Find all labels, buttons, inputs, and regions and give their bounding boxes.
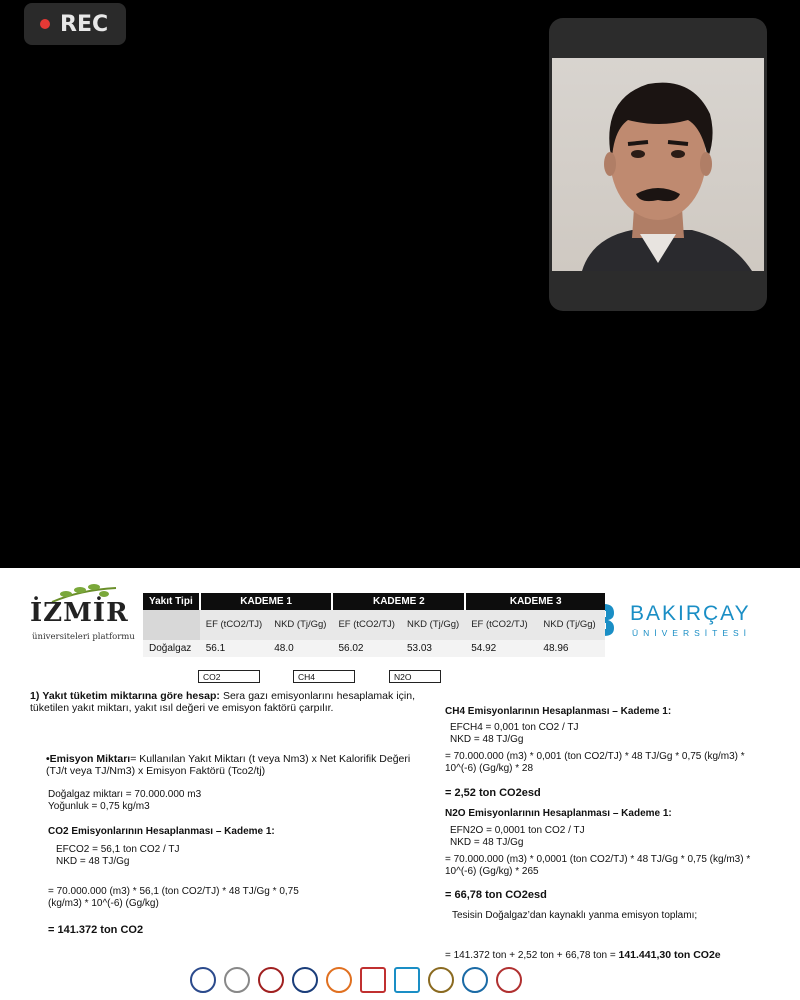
table-header: KADEME 2: [332, 593, 465, 610]
emission-formula-text: = Kullanılan Yakıt Miktarı (t veya Nm3) x Net Kalorifik Değeri (TJ/t veya TJ/Nm3) x Emisyon Faktörü (Tco2/tj): [46, 753, 411, 777]
table-header: KADEME 3: [465, 593, 605, 610]
emission-formula: [46, 753, 416, 777]
n2o-ef: EFN2O = 0,0001 ton CO2 / TJ: [450, 825, 585, 836]
section-heading-bold: Yakıt tüketim miktarına göre hesap:: [42, 690, 220, 702]
recording-label: REC: [60, 11, 109, 37]
izmir-logo-word: İZMİR: [30, 598, 129, 628]
table-subheader: NKD (Tj/Gg): [537, 610, 605, 640]
n2o-title: N2O Emisyonlarının Hesaplanması – Kademe 1:: [445, 808, 672, 819]
gas-label-co2: CO2: [198, 670, 260, 683]
university-seal-icon: [292, 967, 318, 993]
table-header: Yakıt Tipi: [143, 593, 200, 610]
izmir-logo-subtitle: üniversiteleri platformu: [32, 632, 135, 642]
table-cell: [143, 610, 200, 640]
recording-indicator: [24, 3, 126, 45]
participant-video: [552, 58, 764, 271]
university-seal-icon: [496, 967, 522, 993]
n2o-result: = 66,78 ton CO2esd: [445, 889, 547, 901]
table-subheader: EF (tCO2/TJ): [332, 610, 400, 640]
university-seal-icon: [224, 967, 250, 993]
participant-avatar-icon: [552, 58, 764, 271]
co2-calculation: = 70.000.000 (m3) * 56,1 (ton CO2/TJ) * 48 TJ/Gg * 0,75 (kg/m3) * 10^(-6) (Gg/kg): [48, 886, 299, 909]
izmir-platform-logo: [28, 582, 138, 642]
density: Yoğunluk = 0,75 kg/m3: [48, 801, 150, 812]
bakircay-university-logo: [580, 598, 770, 642]
section-heading: [30, 690, 415, 714]
emission-factor-table: [143, 593, 605, 657]
table-cell: 56.02: [332, 640, 400, 657]
shared-slide: [0, 568, 800, 1000]
bakircay-subtitle: ÜNİVERSİTESİ: [632, 628, 752, 638]
co2-ef: EFCO2 = 56,1 ton CO2 / TJ: [56, 844, 180, 855]
table-cell: 48.96: [537, 640, 605, 657]
ch4-ef: EFCH4 = 0,001 ton CO2 / TJ: [450, 722, 579, 733]
university-seal-icon: [394, 967, 420, 993]
n2o-nkd: NKD = 48 TJ/Gg: [450, 837, 524, 848]
ch4-nkd: NKD = 48 TJ/Gg: [450, 734, 524, 745]
section-number: 1): [30, 690, 40, 702]
table-subheader: NKD (Tj/Gg): [268, 610, 332, 640]
total-calculation: [445, 949, 721, 962]
co2-title: CO2 Emisyonlarının Hesaplanması – Kademe 1:: [48, 826, 275, 837]
university-seal-icon: [258, 967, 284, 993]
university-seal-icon: [190, 967, 216, 993]
gas-label-ch4: CH4: [293, 670, 355, 683]
emission-formula-bold: •Emisyon Miktarı: [46, 753, 131, 765]
gas-label-n2o: N2O: [389, 670, 441, 683]
table-header: KADEME 1: [200, 593, 333, 610]
university-seal-icon: [428, 967, 454, 993]
table-cell: 54.92: [465, 640, 537, 657]
ch4-result: = 2,52 ton CO2esd: [445, 787, 541, 799]
table-subheader: EF (tCO2/TJ): [465, 610, 537, 640]
university-seal-icon: [326, 967, 352, 993]
table-cell: 48.0: [268, 640, 332, 657]
gas-quantity: Doğalgaz miktarı = 70.000.000 m3: [48, 789, 202, 800]
n2o-calculation: = 70.000.000 (m3) * 0,0001 (ton CO2/TJ) * 48 TJ/Gg * 0,75 (kg/m3) * 10^(-6) (Gg/kg) * 265: [445, 854, 751, 877]
co2-result: = 141.372 ton CO2: [48, 924, 144, 936]
table-subheader: NKD (Tj/Gg): [401, 610, 465, 640]
table-cell: 56.1: [200, 640, 268, 657]
table-cell: 53.03: [401, 640, 465, 657]
total-label: Tesisin Doğalgaz’dan kaynaklı yanma emisyon toplamı;: [452, 910, 698, 921]
table-subheader: EF (tCO2/TJ): [200, 610, 268, 640]
table-row-label: Doğalgaz: [143, 640, 200, 657]
ch4-calculation: = 70.000.000 (m3) * 0,001 (ton CO2/TJ) * 48 TJ/Gg * 0,75 (kg/m3) * 10^(-6) (Gg/kg) * 28: [445, 751, 745, 774]
university-seal-icon: [462, 967, 488, 993]
section-heading-text: Sera gazı emisyonlarını hesaplamak için, tüketilen yakıt miktarı, yakıt ısıl değeri ve emisyon faktörü çarpılır.: [30, 690, 416, 714]
university-seal-icon: [360, 967, 386, 993]
total-calculation-text: = 141.372 ton + 2,52 ton + 66,78 ton =: [445, 950, 619, 961]
sponsor-logos: [190, 964, 610, 996]
total-result: 141.441,30 ton CO2e: [618, 949, 721, 961]
ch4-title: CH4 Emisyonlarının Hesaplanması – Kademe 1:: [445, 706, 672, 717]
record-dot-icon: [40, 19, 50, 29]
co2-nkd: NKD = 48 TJ/Gg: [56, 856, 130, 867]
bakircay-name: BAKIRÇAY: [630, 602, 751, 625]
